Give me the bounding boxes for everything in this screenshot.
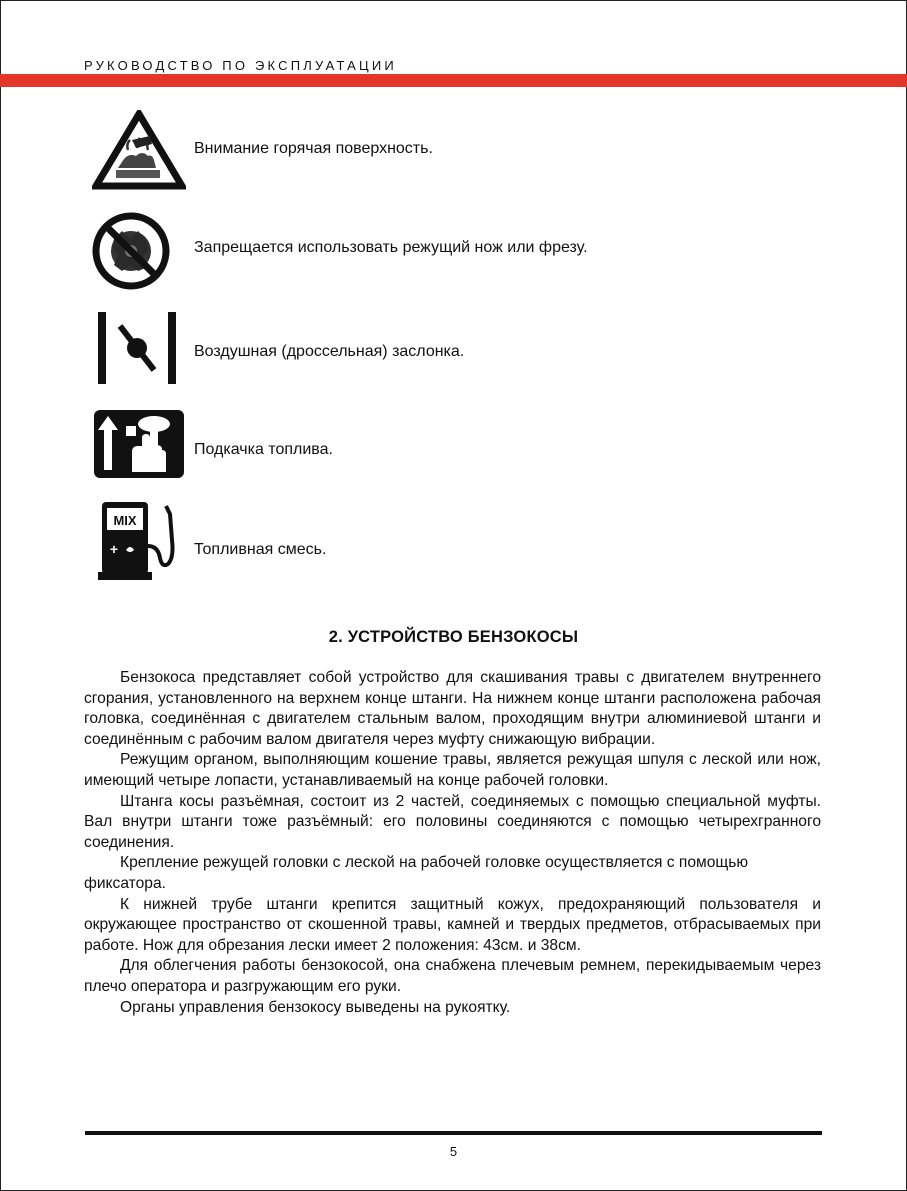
section-title: 2. УСТРОЙСТВО БЕНЗОКОСЫ [328, 628, 579, 646]
symbol-label-choke: Воздушная (дроссельная) заслонка. [194, 343, 465, 360]
paragraph: Бензокоса представляет собой устройство для скашивания травы с двигателем внутреннего сгорания, установленного на верхнем конце штанги. На нижнем конце штанги расположена рабочая головка, соединённая с двигателем стальным валом, проходящим внутри алюминиевой штанги и соединённым с рабочим валом двигателя через муфту снижающую вибрации. [84, 669, 821, 748]
header-red-bar [0, 74, 907, 87]
choke-icon [92, 308, 186, 398]
symbol-row-primer-pump [92, 408, 792, 498]
paragraph: Крепление режущей головки с леской на рабочей головке осуществляется с помощью фиксатора. [84, 854, 749, 892]
primer-pump-icon [92, 408, 186, 498]
fuel-mix-icon-plus: + [109, 541, 119, 557]
paragraph: Для облегчения работы бензокосой, она снабжена плечевым ремнем, перекидываемым через плечо оператора и разгружающим его руки. [84, 957, 821, 995]
paragraph: Режущим органом, выполняющим кошение травы, является режущая шпуля с леской или нож, имеющий четыре лопасти, устанавливаемый на конце рабочей головки. [84, 751, 821, 789]
paragraph: Органы управления бензокосу выведены на рукоятку. [120, 998, 511, 1016]
symbol-label-hot-surface: Внимание горячая поверхность. [194, 140, 433, 157]
symbol-label-no-blade: Запрещается использовать режущий нож или фрезу. [194, 239, 588, 256]
page-number: 5 [449, 1144, 458, 1159]
hot-surface-icon [92, 110, 186, 200]
symbol-row-no-blade [92, 209, 792, 299]
symbol-label-primer-pump: Подкачка топлива. [194, 441, 333, 458]
footer-divider [85, 1131, 822, 1135]
symbol-row-choke [92, 308, 792, 398]
symbol-row-fuel-mix [92, 496, 792, 586]
no-blade-icon [92, 209, 186, 299]
paragraph: Штанга косы разъёмная, состоит из 2 частей, соединяемых с помощью специальной муфты. Вал внутри штанги тоже разъёмный: его половины соединяются с помощью четырехгранного соединения. [84, 792, 821, 851]
section-body [84, 668, 821, 1018]
symbol-label-fuel-mix: Топливная смесь. [194, 541, 327, 558]
fuel-mix-icon [92, 496, 186, 586]
paragraph: К нижней трубе штанги крепится защитный кожух, предохраняющий пользователя и окружающее пространство от скошенной травы, камней и твердых предметов, отбрасываемых при работе. Нож для обрезания лески имеет 2 положения: 43см. и 38см. [84, 895, 821, 954]
manual-header-title: РУКОВОДСТВО ПО ЭКСПЛУАТАЦИИ [84, 58, 397, 73]
symbol-row-hot-surface [92, 110, 792, 200]
fuel-mix-icon-text: MIX [113, 513, 137, 528]
